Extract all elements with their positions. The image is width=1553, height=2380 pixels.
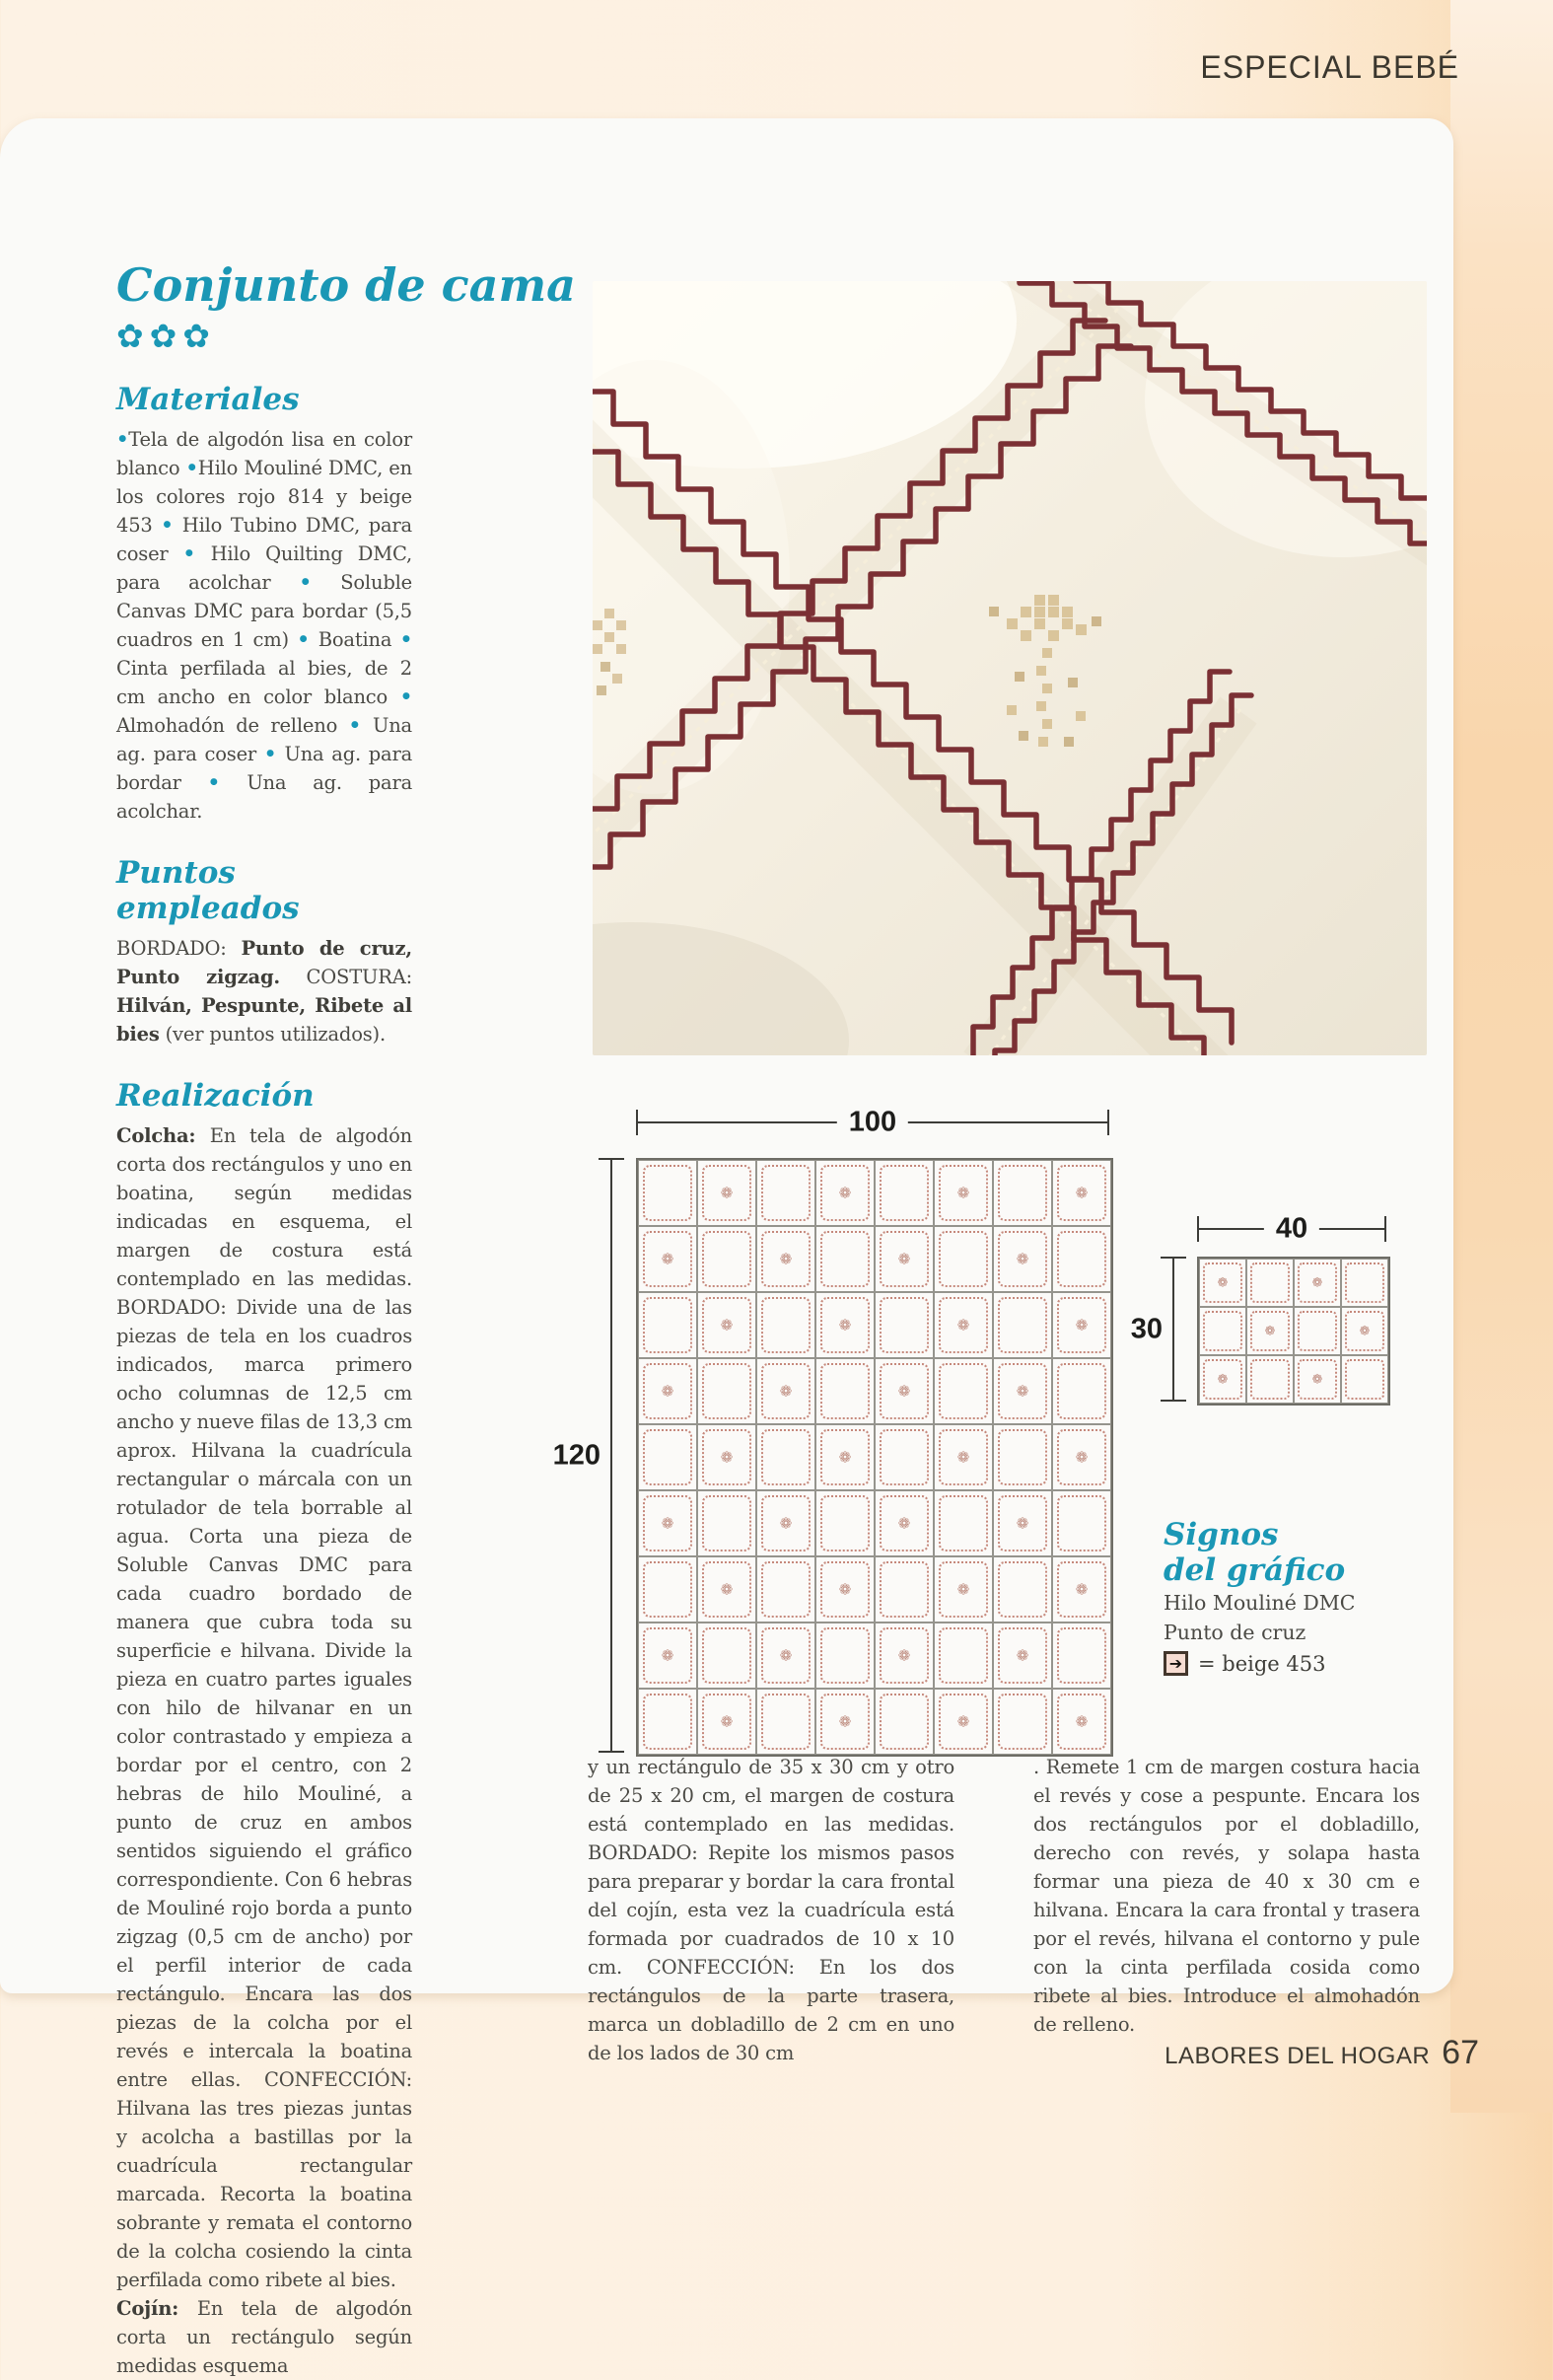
legend-heading-line1: Signos — [1164, 1517, 1279, 1552]
stitch-square — [875, 1689, 934, 1755]
stitch-square — [1052, 1556, 1111, 1623]
stitch-square — [1246, 1355, 1294, 1404]
cojin-height-dimension — [1130, 1257, 1186, 1402]
stitch-square — [697, 1358, 756, 1424]
stitch-square — [1052, 1358, 1111, 1424]
flower-motif-icon: ❁ — [956, 1580, 970, 1598]
flower-motif-icon: ❁ — [779, 1250, 793, 1267]
flower-motif-icon: ❁ — [1016, 1646, 1029, 1664]
stitch-symbol-icon: ➔ — [1164, 1651, 1188, 1676]
colcha-width-value: 100 — [837, 1107, 908, 1139]
stitch-square — [875, 1556, 934, 1623]
flower-motif-icon: ❁ — [661, 1382, 674, 1400]
stitch-square — [815, 1490, 875, 1556]
cojin-width-dimension — [1197, 1212, 1386, 1245]
right-column — [1033, 1753, 1420, 2039]
stitch-square — [815, 1556, 875, 1623]
flower-motif-icon: ❁ — [1016, 1382, 1029, 1400]
flower-motif-icon: ❁ — [897, 1382, 911, 1400]
stitch-square — [1199, 1307, 1246, 1355]
stitch-square — [934, 1490, 993, 1556]
stitch-square — [815, 1292, 875, 1358]
flower-motif-icon: ❁ — [661, 1250, 674, 1267]
stitch-square — [1052, 1160, 1111, 1226]
section-kicker: ESPECIAL BEBÉ — [1200, 49, 1459, 85]
materials-heading: Materiales — [116, 382, 300, 417]
stitch-square — [756, 1160, 815, 1226]
stitch-square — [756, 1556, 815, 1623]
stitch-square — [756, 1689, 815, 1755]
stitch-square — [993, 1490, 1052, 1556]
dimension-tick — [1161, 1400, 1186, 1402]
stitch-square — [934, 1358, 993, 1424]
continuation-paragraph-middle: y un rectángulo de 35 x 30 cm y otro de 25 x 20 cm, el margen de costura está contemplado en las medidas. BORDADO: Repite los mismos pasos para preparar y bordar la cara frontal del cojín, esta vez la cuadrícula está formada por cuadrados de 10 x 10 cm. CONFECCIÓN: En los dos rectángulos de la parte trasera, marca un dobladillo de 2 cm en uno de los lados de 30 cm — [588, 1756, 954, 2064]
stitch-square — [697, 1160, 756, 1226]
stitch-square — [1199, 1259, 1246, 1307]
stitch-square — [875, 1160, 934, 1226]
flower-motif-icon: ❁ — [1075, 1184, 1089, 1201]
difficulty-flowers-icon: ✿✿✿ — [116, 317, 216, 355]
quilt-photo — [593, 281, 1427, 1055]
flower-motif-icon: ❁ — [956, 1184, 970, 1201]
stitch-square — [815, 1424, 875, 1490]
stitch-square — [875, 1490, 934, 1556]
stitch-square — [1341, 1259, 1388, 1307]
stitch-square — [875, 1292, 934, 1358]
flower-motif-icon: ❁ — [1311, 1275, 1323, 1290]
colcha-height-dimension — [552, 1158, 624, 1753]
stitch-square — [1294, 1259, 1341, 1307]
legend-stitch: Punto de cruz — [1164, 1621, 1306, 1644]
dimension-line — [610, 1158, 612, 1753]
stitch-square — [934, 1292, 993, 1358]
flower-motif-icon: ❁ — [897, 1646, 911, 1664]
flower-motif-icon: ❁ — [838, 1184, 852, 1201]
stitch-square — [934, 1556, 993, 1623]
page-edge-gradient — [1450, 0, 1553, 2113]
dimension-tick — [1107, 1110, 1109, 1135]
chart-legend — [1164, 1517, 1440, 1676]
flower-motif-icon: ❁ — [720, 1316, 734, 1334]
flower-motif-icon: ❁ — [720, 1184, 734, 1201]
stitch-square — [875, 1226, 934, 1292]
legend-heading-line2: del gráfico — [1164, 1552, 1346, 1588]
stitch-square — [934, 1226, 993, 1292]
materials-paragraph: •Tela de algodón lisa en color blanco •Hilo Mouliné DMC, en los colores rojo 814 y beige 453 • Hilo Tubino DMC, para coser • Hilo Quilting DMC, para acolchar • Soluble Canvas DMC para bordar (5,5 cuadros en 1 cm) • Boatina • Cinta perfilada al bies, de 2 cm ancho en color blanco • Almohadón de relleno • Una ag. para coser • Una ag. para bordar • Una ag. para acolchar. — [116, 428, 412, 823]
flower-motif-icon: ❁ — [1217, 1372, 1229, 1387]
stitch-square — [638, 1424, 697, 1490]
stitch-square — [1052, 1424, 1111, 1490]
flower-motif-icon: ❁ — [1075, 1316, 1089, 1334]
flower-motif-icon: ❁ — [838, 1316, 852, 1334]
stitch-square — [993, 1292, 1052, 1358]
stitch-square — [638, 1358, 697, 1424]
flower-motif-icon: ❁ — [1016, 1250, 1029, 1267]
stitch-square — [1052, 1292, 1111, 1358]
page-number: 67 — [1442, 2034, 1479, 2071]
stitch-square — [993, 1358, 1052, 1424]
stitch-square — [993, 1226, 1052, 1292]
stitch-square — [697, 1623, 756, 1689]
colcha-schema-grid — [636, 1158, 1113, 1757]
flower-motif-icon: ❁ — [1359, 1324, 1371, 1338]
stitch-square — [638, 1689, 697, 1755]
flower-motif-icon: ❁ — [1264, 1324, 1276, 1338]
flower-motif-icon: ❁ — [1075, 1580, 1089, 1598]
stitch-square — [697, 1292, 756, 1358]
flower-motif-icon: ❁ — [1016, 1514, 1029, 1532]
stitch-square — [875, 1358, 934, 1424]
cojin-width-value: 40 — [1264, 1213, 1319, 1246]
flower-motif-icon: ❁ — [1075, 1448, 1089, 1466]
magazine-name: LABORES DEL HOGAR — [1165, 2043, 1431, 2069]
stitch-square — [638, 1292, 697, 1358]
stitch-square — [1052, 1623, 1111, 1689]
stitch-square — [1246, 1259, 1294, 1307]
stitch-square — [638, 1160, 697, 1226]
stitch-square — [993, 1689, 1052, 1755]
stitch-square — [993, 1160, 1052, 1226]
flower-motif-icon: ❁ — [956, 1448, 970, 1466]
flower-motif-icon: ❁ — [720, 1580, 734, 1598]
flower-motif-icon: ❁ — [897, 1514, 911, 1532]
stitch-square — [756, 1358, 815, 1424]
middle-column — [588, 1753, 954, 2067]
stitches-paragraph: BORDADO: Punto de cruz, Punto zigzag. COSTURA: Hilván, Pespunte, Ribete al bies (ver puntos utilizados). — [116, 937, 412, 1046]
stitch-square — [638, 1226, 697, 1292]
stitch-square — [815, 1623, 875, 1689]
flower-motif-icon: ❁ — [956, 1316, 970, 1334]
continuation-paragraph-right: . Remete 1 cm de margen costura hacia el revés y cose a pespunte. Encara los dos rectángulos por el dobladillo, derecho con revés, y solapa hasta formar una pieza de 40 x 30 cm e hilvana. Encara la cara frontal y trasera por el revés, hilvana el contorno y pule con la cinta perfilada cosida como ribete al bies. Introduce el almohadón de relleno. — [1033, 1756, 1420, 2036]
stitch-square — [697, 1424, 756, 1490]
cojin-schema-grid — [1197, 1257, 1390, 1406]
flower-motif-icon: ❁ — [720, 1712, 734, 1730]
flower-motif-icon: ❁ — [1075, 1712, 1089, 1730]
stitch-square — [1052, 1689, 1111, 1755]
dimension-tick — [1384, 1216, 1386, 1242]
stitch-square — [1294, 1355, 1341, 1404]
stitch-square — [1052, 1490, 1111, 1556]
stitch-square — [638, 1623, 697, 1689]
flower-motif-icon: ❁ — [779, 1514, 793, 1532]
stitch-square — [697, 1490, 756, 1556]
flower-motif-icon: ❁ — [838, 1580, 852, 1598]
stitch-square — [934, 1160, 993, 1226]
stitch-square — [1199, 1355, 1246, 1404]
stitch-square — [638, 1490, 697, 1556]
colcha-height-value: 120 — [549, 1437, 604, 1474]
stitch-square — [934, 1424, 993, 1490]
cojin-height-value: 30 — [1127, 1311, 1166, 1347]
stitch-square — [993, 1424, 1052, 1490]
stitches-heading: Puntos empleados — [116, 855, 300, 926]
flower-motif-icon: ❁ — [720, 1448, 734, 1466]
stitch-square — [756, 1490, 815, 1556]
stitch-square — [1294, 1307, 1341, 1355]
stitch-square — [815, 1160, 875, 1226]
flower-motif-icon: ❁ — [1311, 1372, 1323, 1387]
stitch-square — [638, 1556, 697, 1623]
stitch-square — [1341, 1307, 1388, 1355]
stitch-square — [756, 1623, 815, 1689]
article-title: Conjunto de cama — [116, 258, 576, 312]
flower-motif-icon: ❁ — [838, 1448, 852, 1466]
stitch-square — [993, 1556, 1052, 1623]
stitch-square — [815, 1358, 875, 1424]
flower-motif-icon: ❁ — [838, 1712, 852, 1730]
stitch-square — [697, 1689, 756, 1755]
flower-motif-icon: ❁ — [1217, 1275, 1229, 1290]
flower-motif-icon: ❁ — [897, 1250, 911, 1267]
legend-symbol-row — [1164, 1651, 1440, 1676]
flower-motif-icon: ❁ — [779, 1646, 793, 1664]
colcha-width-dimension — [636, 1106, 1109, 1138]
stitch-symbol-meaning: = beige 453 — [1198, 1651, 1326, 1676]
stitch-square — [756, 1226, 815, 1292]
stitch-square — [697, 1226, 756, 1292]
dimension-line — [1172, 1257, 1174, 1402]
stitch-square — [697, 1556, 756, 1623]
flower-motif-icon: ❁ — [779, 1382, 793, 1400]
flower-motif-icon: ❁ — [661, 1514, 674, 1532]
stitch-square — [934, 1689, 993, 1755]
stitch-square — [1246, 1307, 1294, 1355]
flower-motif-icon: ❁ — [661, 1646, 674, 1664]
stitch-square — [993, 1623, 1052, 1689]
stitch-square — [756, 1292, 815, 1358]
instructions-heading: Realización — [116, 1078, 315, 1114]
quilt-photo-illustration — [593, 281, 1427, 1055]
stitch-square — [934, 1623, 993, 1689]
stitch-square — [815, 1689, 875, 1755]
stitch-square — [756, 1424, 815, 1490]
page-footer — [1165, 2034, 1479, 2072]
stitch-square — [875, 1424, 934, 1490]
instructions-paragraph: Colcha: En tela de algodón corta dos rectángulos y uno en boatina, según medidas indicadas en esquema, el margen de costura está contemplado en las medidas. BORDADO: Divide una de las piezas de tela en los cuadros indicados, marca primero ocho columnas de 12,5 cm ancho y nueve filas de 13,3 cm aprox. Hilvana la cuadrícula rectangular o márcala con un rotulador de tela borrable al agua. Corta una pieza de Soluble Canvas DMC para cada cuadro bordado de manera que cubra toda su superficie e hilvana. Divide la pieza en cuatro partes iguales con hilo de hilvanar en un color contrastado y empieza a bordar por el centro, con 2 hebras de hilo Mouliné, a punto de cruz en ambos sentidos siguiendo el gráfico correspondiente. Con 6 hebras de Mouliné rojo borda a punto zigzag (0,5 cm de ancho) por el perfil interior de cada rectángulo. Encara las dos piezas de la colcha por el revés e intercala la boatina entre ellas. CONFECCIÓN: Hilvana las tres piezas juntas y acolcha a bastillas por la cuadrícula rectangular marcada. Recorta la boatina sobrante y remata el contorno de la colcha cosiendo la cinta perfilada como ribete al bies. Cojín: En tela de algodón corta un rectángulo según medidas esquema — [116, 1124, 412, 2377]
stitch-square — [875, 1623, 934, 1689]
legend-thread: Hilo Mouliné DMC — [1164, 1591, 1356, 1615]
flower-motif-icon: ❁ — [956, 1712, 970, 1730]
stitch-square — [815, 1226, 875, 1292]
stitch-square — [1052, 1226, 1111, 1292]
stitch-square — [1341, 1355, 1388, 1404]
